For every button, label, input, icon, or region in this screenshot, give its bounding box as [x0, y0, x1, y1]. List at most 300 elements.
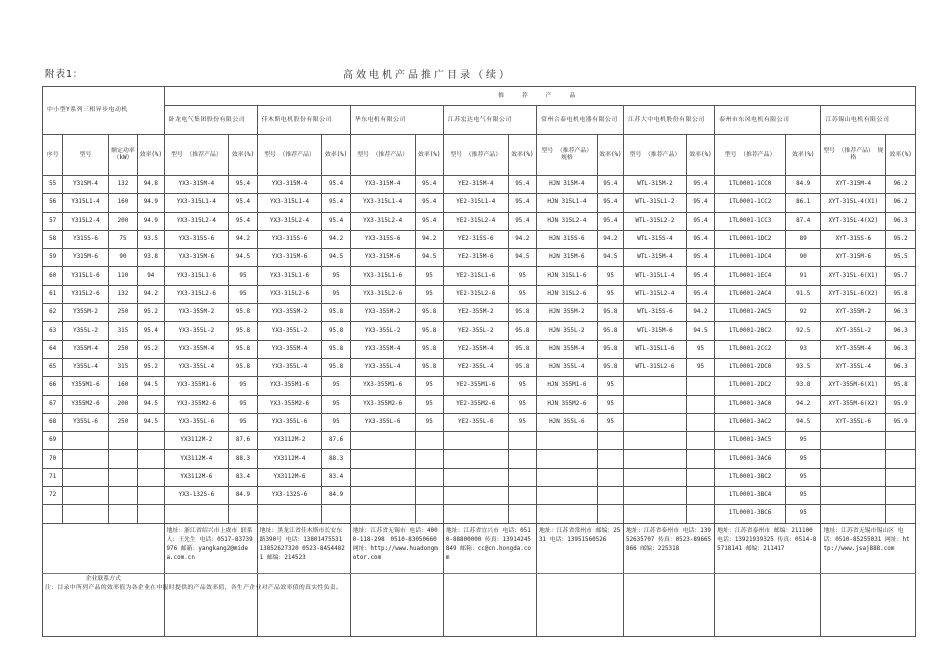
- product-model-cell: [821, 432, 886, 450]
- product-eff-cell: 95.8: [597, 322, 623, 340]
- product-model-cell: 1TL0001-2AC4: [715, 285, 786, 303]
- product-eff-cell: [415, 450, 443, 468]
- product-eff-cell: 95: [322, 413, 350, 431]
- col-header-eff: 效率(%): [786, 135, 821, 176]
- product-eff-cell: [686, 395, 714, 413]
- company-contact-cell: 地址：江苏省无锡市锡山区 电话：0510-85255031 网址：http://www.jsaj888.com: [821, 523, 916, 636]
- product-eff-cell: 95: [686, 340, 714, 358]
- product-model-cell: XYT-355M-4: [821, 340, 886, 358]
- product-model-cell: [624, 505, 687, 523]
- product-table-container: [42, 86, 916, 583]
- product-model-cell: 1TL0001-1CC3: [715, 212, 786, 230]
- col-header-model: 型号 （推荐产品）: [350, 135, 415, 176]
- row-no-cell: 57: [43, 212, 63, 230]
- product-model-cell: WTL-315S-6: [624, 304, 687, 322]
- product-model-cell: YX3-315M-6: [164, 249, 229, 267]
- product-eff-cell: [322, 505, 350, 523]
- product-eff-cell: 95: [322, 267, 350, 285]
- table-row: [43, 176, 916, 194]
- product-model-cell: [350, 432, 415, 450]
- product-eff-cell: 95: [322, 395, 350, 413]
- table-row: [43, 468, 916, 486]
- product-eff-cell: [508, 487, 536, 505]
- base-model-cell: Y355M-4: [63, 340, 109, 358]
- power-cell: [108, 505, 137, 523]
- col-header-eff: 效率(%): [415, 135, 443, 176]
- document-heading: 高效电机产品推广目录（续）: [343, 70, 512, 81]
- product-model-cell: YX3-355M-4: [350, 340, 415, 358]
- product-model-cell: HJN 315L1-6: [537, 267, 598, 285]
- base-eff-cell: 94.5: [138, 395, 164, 413]
- product-eff-cell: 95.4: [508, 194, 536, 212]
- product-eff-cell: 95: [786, 450, 821, 468]
- power-cell: [108, 450, 137, 468]
- row-no-cell: 59: [43, 249, 63, 267]
- row-no-cell: 64: [43, 340, 63, 358]
- col-header-eff: 效率(%): [597, 135, 623, 176]
- product-model-cell: [537, 468, 598, 486]
- product-model-cell: YX3-315L1-6: [350, 267, 415, 285]
- power-cell: 90: [108, 249, 137, 267]
- row-no-cell: 71: [43, 468, 63, 486]
- row-no-cell: 56: [43, 194, 63, 212]
- row-no-cell: 61: [43, 285, 63, 303]
- base-eff-cell: 94.8: [138, 176, 164, 194]
- product-eff-cell: 87.4: [786, 212, 821, 230]
- product-eff-cell: [886, 468, 916, 486]
- power-cell: 200: [108, 395, 137, 413]
- product-eff-cell: 95.8: [415, 322, 443, 340]
- product-eff-cell: 91.5: [786, 285, 821, 303]
- product-model-cell: 1TL0001-3AC0: [715, 395, 786, 413]
- product-eff-cell: [508, 468, 536, 486]
- base-model-cell: Y315M-4: [63, 176, 109, 194]
- product-eff-cell: 95.8: [508, 322, 536, 340]
- product-eff-cell: 95.8: [415, 340, 443, 358]
- product-model-cell: YE2-355L-6: [443, 413, 508, 431]
- product-eff-cell: 95: [415, 395, 443, 413]
- product-model-cell: 1TL0001-2CC2: [715, 340, 786, 358]
- product-model-cell: WTL-315M-2: [624, 176, 687, 194]
- col-header-no: 序号: [43, 135, 63, 176]
- product-eff-cell: [886, 487, 916, 505]
- product-eff-cell: [686, 468, 714, 486]
- base-model-cell: [63, 432, 109, 450]
- company-contact-cell: 地址：江苏省泰州市 邮编：211100 电话：13921939325 传真：0514-85718141 邮编：211417: [715, 523, 821, 636]
- product-eff-cell: 96.3: [886, 358, 916, 376]
- table-row: [43, 413, 916, 431]
- product-eff-cell: [415, 505, 443, 523]
- product-eff-cell: 94.5: [229, 249, 257, 267]
- product-model-cell: 1TL0001-1DC4: [715, 249, 786, 267]
- product-eff-cell: 95: [415, 267, 443, 285]
- product-eff-cell: 94.2: [415, 230, 443, 248]
- base-eff-cell: 93.8: [138, 249, 164, 267]
- col-header-eff: 效率(%): [229, 135, 257, 176]
- product-eff-cell: 95.8: [508, 304, 536, 322]
- product-model-cell: YE2-315L2-4: [443, 212, 508, 230]
- power-cell: [108, 487, 137, 505]
- product-model-cell: XYT-315S-6: [821, 230, 886, 248]
- base-eff-cell: 95.2: [138, 304, 164, 322]
- product-model-cell: HJN 315L2-4: [537, 212, 598, 230]
- product-eff-cell: 95.4: [229, 176, 257, 194]
- product-eff-cell: 89: [786, 230, 821, 248]
- product-model-cell: YX3-132S-6: [164, 487, 229, 505]
- col-header-model: 型号 （推荐产品） 规格: [821, 135, 886, 176]
- company-header: 江苏宏达电气有限公司: [443, 106, 536, 135]
- product-eff-cell: [508, 450, 536, 468]
- row-no-cell: 67: [43, 395, 63, 413]
- product-eff-cell: 94.5: [322, 249, 350, 267]
- product-eff-cell: 95.4: [322, 212, 350, 230]
- product-model-cell: YX3-355L-4: [257, 358, 322, 376]
- product-model-cell: XYT-315L-6(X1): [821, 267, 886, 285]
- product-model-cell: WTL-315M-6: [624, 322, 687, 340]
- header-row-columns: [43, 135, 916, 176]
- product-model-cell: [537, 432, 598, 450]
- product-model-cell: [624, 413, 687, 431]
- product-eff-cell: [415, 487, 443, 505]
- product-model-cell: YX3-355M-4: [257, 340, 322, 358]
- product-eff-cell: 95: [786, 432, 821, 450]
- product-eff-cell: 95: [508, 377, 536, 395]
- product-eff-cell: 95: [597, 267, 623, 285]
- product-eff-cell: 94.2: [686, 304, 714, 322]
- product-eff-cell: 95.4: [686, 176, 714, 194]
- product-eff-cell: 83.4: [322, 468, 350, 486]
- base-eff-cell: 94.5: [138, 377, 164, 395]
- base-eff-cell: 93.5: [138, 230, 164, 248]
- power-cell: [108, 468, 137, 486]
- product-model-cell: WTL-315L1-6: [624, 340, 687, 358]
- product-eff-cell: [886, 432, 916, 450]
- base-eff-cell: [138, 432, 164, 450]
- product-model-cell: YX3-315S-6: [164, 230, 229, 248]
- product-eff-cell: 95.2: [886, 230, 916, 248]
- product-eff-cell: 95.4: [508, 176, 536, 194]
- col-header-eff: 效率(%): [686, 135, 714, 176]
- product-eff-cell: 90: [786, 249, 821, 267]
- product-model-cell: YE2-355M1-6: [443, 377, 508, 395]
- company-contact-cell: 地址：黑龙江省佳木斯市长安东路390号 电话：13801475531 13852627320 0523-84544821 邮编：214523: [257, 523, 350, 636]
- product-eff-cell: 95: [686, 358, 714, 376]
- row-no-cell: 66: [43, 377, 63, 395]
- power-cell: 250: [108, 340, 137, 358]
- product-eff-cell: [229, 505, 257, 523]
- product-model-cell: [821, 450, 886, 468]
- base-model-cell: [63, 505, 109, 523]
- product-eff-cell: 95: [415, 285, 443, 303]
- col-header-model: 型号 （推荐产品）: [443, 135, 508, 176]
- product-eff-cell: 95: [229, 285, 257, 303]
- contact-row: [43, 523, 916, 636]
- product-model-cell: HJN 315M-6: [537, 249, 598, 267]
- product-eff-cell: 91: [786, 267, 821, 285]
- product-model-cell: YX3112M-2: [257, 432, 322, 450]
- product-eff-cell: 95: [597, 377, 623, 395]
- product-model-cell: YX3-315L2-6: [164, 285, 229, 303]
- product-eff-cell: 95.8: [322, 304, 350, 322]
- product-eff-cell: [597, 468, 623, 486]
- product-model-cell: WTL-315L2-4: [624, 285, 687, 303]
- col-header-model: 型号 （推荐产品）: [257, 135, 322, 176]
- product-model-cell: XYT-355M-6(X1): [821, 377, 886, 395]
- product-model-cell: YE2-355L-4: [443, 358, 508, 376]
- product-model-cell: YX3-315M-4: [350, 176, 415, 194]
- product-eff-cell: 95.4: [415, 194, 443, 212]
- product-model-cell: [537, 505, 598, 523]
- product-eff-cell: [597, 487, 623, 505]
- base-series-header: 中小型Y系列三相异步电动机: [43, 87, 165, 135]
- power-cell: 110: [108, 267, 137, 285]
- product-eff-cell: [886, 450, 916, 468]
- product-eff-cell: 95: [322, 377, 350, 395]
- power-cell: 315: [108, 358, 137, 376]
- product-model-cell: HJN 315L1-4: [537, 194, 598, 212]
- base-eff-cell: [138, 450, 164, 468]
- product-model-cell: 1TL0001-2DC2: [715, 377, 786, 395]
- table-row: [43, 377, 916, 395]
- product-eff-cell: 96.2: [886, 176, 916, 194]
- product-model-cell: YX3-355L-4: [350, 358, 415, 376]
- product-model-cell: 1TL0001-2AC5: [715, 304, 786, 322]
- base-model-cell: Y315L2-4: [63, 212, 109, 230]
- row-no-cell: 69: [43, 432, 63, 450]
- product-eff-cell: 95.8: [322, 340, 350, 358]
- product-model-cell: [537, 450, 598, 468]
- product-eff-cell: 95.8: [229, 358, 257, 376]
- product-eff-cell: 95.4: [322, 176, 350, 194]
- product-model-cell: YX3-315L2-6: [257, 285, 322, 303]
- product-model-cell: YX3-355L-2: [164, 322, 229, 340]
- product-model-cell: YX3112M-6: [257, 468, 322, 486]
- product-model-cell: [443, 468, 508, 486]
- product-model-cell: 1TL0001-3AC5: [715, 432, 786, 450]
- product-model-cell: YX3-355M-2: [350, 304, 415, 322]
- product-model-cell: [624, 395, 687, 413]
- company-header: 卧龙电气集团股份有限公司: [164, 106, 257, 135]
- col-header-eff: 效率(%): [508, 135, 536, 176]
- product-model-cell: [257, 505, 322, 523]
- base-model-cell: Y355M2-6: [63, 395, 109, 413]
- product-eff-cell: 95.4: [508, 212, 536, 230]
- product-model-cell: YX3-315L2-4: [257, 212, 322, 230]
- product-model-cell: HJN 355M1-6: [537, 377, 598, 395]
- product-model-cell: XYT-315M-6: [821, 249, 886, 267]
- product-model-cell: YE2-355M-4: [443, 340, 508, 358]
- product-model-cell: YX3-355M-2: [164, 304, 229, 322]
- company-header: 华东电机有限公司: [350, 106, 443, 135]
- product-model-cell: YX3-355L-6: [257, 413, 322, 431]
- product-eff-cell: 95.4: [686, 230, 714, 248]
- power-cell: 160: [108, 377, 137, 395]
- product-eff-cell: [686, 505, 714, 523]
- row-no-cell: 70: [43, 450, 63, 468]
- product-model-cell: [350, 450, 415, 468]
- product-model-cell: WTL-315M-4: [624, 249, 687, 267]
- product-eff-cell: [597, 505, 623, 523]
- row-no-cell: 72: [43, 487, 63, 505]
- product-model-cell: [821, 487, 886, 505]
- product-model-cell: [443, 432, 508, 450]
- product-model-cell: 1TL0001-3BC2: [715, 468, 786, 486]
- product-model-cell: YX3-315S-6: [350, 230, 415, 248]
- product-eff-cell: 95: [508, 395, 536, 413]
- product-eff-cell: 95: [597, 413, 623, 431]
- product-model-cell: HJN 355L-6: [537, 413, 598, 431]
- base-model-cell: Y315L1-6: [63, 267, 109, 285]
- product-model-cell: YX3-315S-6: [257, 230, 322, 248]
- product-model-cell: HJN 355M-2: [537, 304, 598, 322]
- base-eff-cell: 95.2: [138, 340, 164, 358]
- product-eff-cell: [686, 487, 714, 505]
- base-eff-cell: 95.2: [138, 358, 164, 376]
- header-row-groups: [43, 87, 916, 106]
- product-eff-cell: 95.4: [686, 212, 714, 230]
- power-cell: 75: [108, 230, 137, 248]
- product-eff-cell: 96.3: [886, 322, 916, 340]
- row-no-cell: 63: [43, 322, 63, 340]
- product-table: [42, 86, 916, 637]
- product-eff-cell: 95.8: [597, 340, 623, 358]
- base-eff-cell: 94.9: [138, 194, 164, 212]
- table-row: [43, 358, 916, 376]
- product-eff-cell: 87.6: [229, 432, 257, 450]
- product-eff-cell: 95.8: [597, 304, 623, 322]
- table-row: [43, 267, 916, 285]
- company-contact-cell: 地址：江苏省常州市 邮编：2531 电话：13951560526: [537, 523, 624, 636]
- product-eff-cell: 94.5: [508, 249, 536, 267]
- product-eff-cell: 95: [597, 285, 623, 303]
- product-model-cell: 1TL0001-1CC0: [715, 176, 786, 194]
- row-no-cell: 65: [43, 358, 63, 376]
- power-cell: 200: [108, 212, 137, 230]
- col-header-model: 型号 （推荐产品）: [624, 135, 687, 176]
- product-eff-cell: 95.4: [686, 285, 714, 303]
- product-eff-cell: 93.8: [786, 377, 821, 395]
- product-eff-cell: 95.8: [229, 304, 257, 322]
- product-model-cell: YX3-315L2-4: [164, 212, 229, 230]
- company-header: 泰州市东风电机有限公司: [715, 106, 821, 135]
- base-model-cell: Y355L-6: [63, 413, 109, 431]
- product-model-cell: HJN 355L-4: [537, 358, 598, 376]
- company-header: 江苏大中电机股份有限公司: [624, 106, 715, 135]
- product-eff-cell: 95: [786, 487, 821, 505]
- product-eff-cell: 95.4: [597, 176, 623, 194]
- product-model-cell: HJN 355M-4: [537, 340, 598, 358]
- product-eff-cell: 94.5: [786, 413, 821, 431]
- col-header-model: 型号 （推荐产品）: [715, 135, 786, 176]
- base-model-cell: Y315M-6: [63, 249, 109, 267]
- product-model-cell: YX3-315L2-4: [350, 212, 415, 230]
- company-header: 常州合泰电机电器有限公司: [537, 106, 624, 135]
- base-eff-cell: 94.2: [138, 285, 164, 303]
- product-model-cell: YX3-315L1-6: [164, 267, 229, 285]
- base-model-cell: Y355L-2: [63, 322, 109, 340]
- col-header-eff: 效率(%): [886, 135, 916, 176]
- row-no-cell: 58: [43, 230, 63, 248]
- product-eff-cell: 95.8: [415, 304, 443, 322]
- table-row: [43, 340, 916, 358]
- product-eff-cell: 95: [229, 267, 257, 285]
- product-model-cell: HJN 355M2-6: [537, 395, 598, 413]
- product-eff-cell: 84.9: [786, 176, 821, 194]
- product-eff-cell: 95: [786, 505, 821, 523]
- product-model-cell: WTL-315L1-2: [624, 194, 687, 212]
- product-eff-cell: 95.4: [597, 194, 623, 212]
- product-eff-cell: 84.9: [229, 487, 257, 505]
- row-no-cell: 55: [43, 176, 63, 194]
- product-model-cell: YX3112M-4: [164, 450, 229, 468]
- product-model-cell: YE2-315M-4: [443, 176, 508, 194]
- base-model-cell: Y355M1-6: [63, 377, 109, 395]
- row-no-cell: 60: [43, 267, 63, 285]
- product-eff-cell: 95: [229, 413, 257, 431]
- footnote-divider: [42, 573, 916, 574]
- product-model-cell: YX3-355M2-6: [164, 395, 229, 413]
- product-model-cell: 1TL0001-2BC2: [715, 322, 786, 340]
- product-model-cell: YX3-315M-4: [257, 176, 322, 194]
- product-eff-cell: 93: [786, 340, 821, 358]
- product-eff-cell: 95: [786, 468, 821, 486]
- product-eff-cell: [686, 432, 714, 450]
- base-eff-cell: 94: [138, 267, 164, 285]
- table-row: [43, 395, 916, 413]
- product-model-cell: XYT-355M-6(X2): [821, 395, 886, 413]
- row-no-cell: 62: [43, 304, 63, 322]
- power-cell: 160: [108, 194, 137, 212]
- product-eff-cell: 88.3: [322, 450, 350, 468]
- product-model-cell: WTL-315L2-2: [624, 212, 687, 230]
- product-model-cell: YE2-315L2-6: [443, 285, 508, 303]
- product-eff-cell: 88.3: [229, 450, 257, 468]
- base-eff-cell: [138, 487, 164, 505]
- product-eff-cell: 94.2: [229, 230, 257, 248]
- col-header-model: 型号: [63, 135, 109, 176]
- table-row: [43, 487, 916, 505]
- power-cell: 132: [108, 285, 137, 303]
- base-model-cell: Y315L2-6: [63, 285, 109, 303]
- product-model-cell: 1TL0001-1EC4: [715, 267, 786, 285]
- product-eff-cell: 95.4: [229, 194, 257, 212]
- product-eff-cell: 95.8: [886, 377, 916, 395]
- product-model-cell: HJN 355L-2: [537, 322, 598, 340]
- product-model-cell: YX3-132S-6: [257, 487, 322, 505]
- footnote: 注：目录中所列产品的效率值为各企业在申报时提供的产品效率值，各生产企业对产品效率值的真实性负责。: [45, 585, 343, 591]
- product-model-cell: [821, 468, 886, 486]
- product-model-cell: [443, 487, 508, 505]
- product-model-cell: YE2-355L-2: [443, 322, 508, 340]
- product-eff-cell: 95.8: [886, 285, 916, 303]
- base-model-cell: Y315L1-4: [63, 194, 109, 212]
- product-eff-cell: 95.8: [322, 358, 350, 376]
- product-eff-cell: 95.7: [886, 267, 916, 285]
- product-eff-cell: 94.5: [686, 322, 714, 340]
- product-model-cell: YX3-355M1-6: [257, 377, 322, 395]
- product-eff-cell: 95: [229, 395, 257, 413]
- product-eff-cell: [597, 450, 623, 468]
- product-model-cell: [624, 450, 687, 468]
- product-eff-cell: 95.9: [886, 413, 916, 431]
- table-row: [43, 322, 916, 340]
- table-row: [43, 285, 916, 303]
- product-eff-cell: 96.2: [886, 194, 916, 212]
- product-model-cell: WTL-315S-4: [624, 230, 687, 248]
- product-model-cell: XYT-355M-2: [821, 304, 886, 322]
- product-eff-cell: [686, 377, 714, 395]
- product-eff-cell: 95: [415, 413, 443, 431]
